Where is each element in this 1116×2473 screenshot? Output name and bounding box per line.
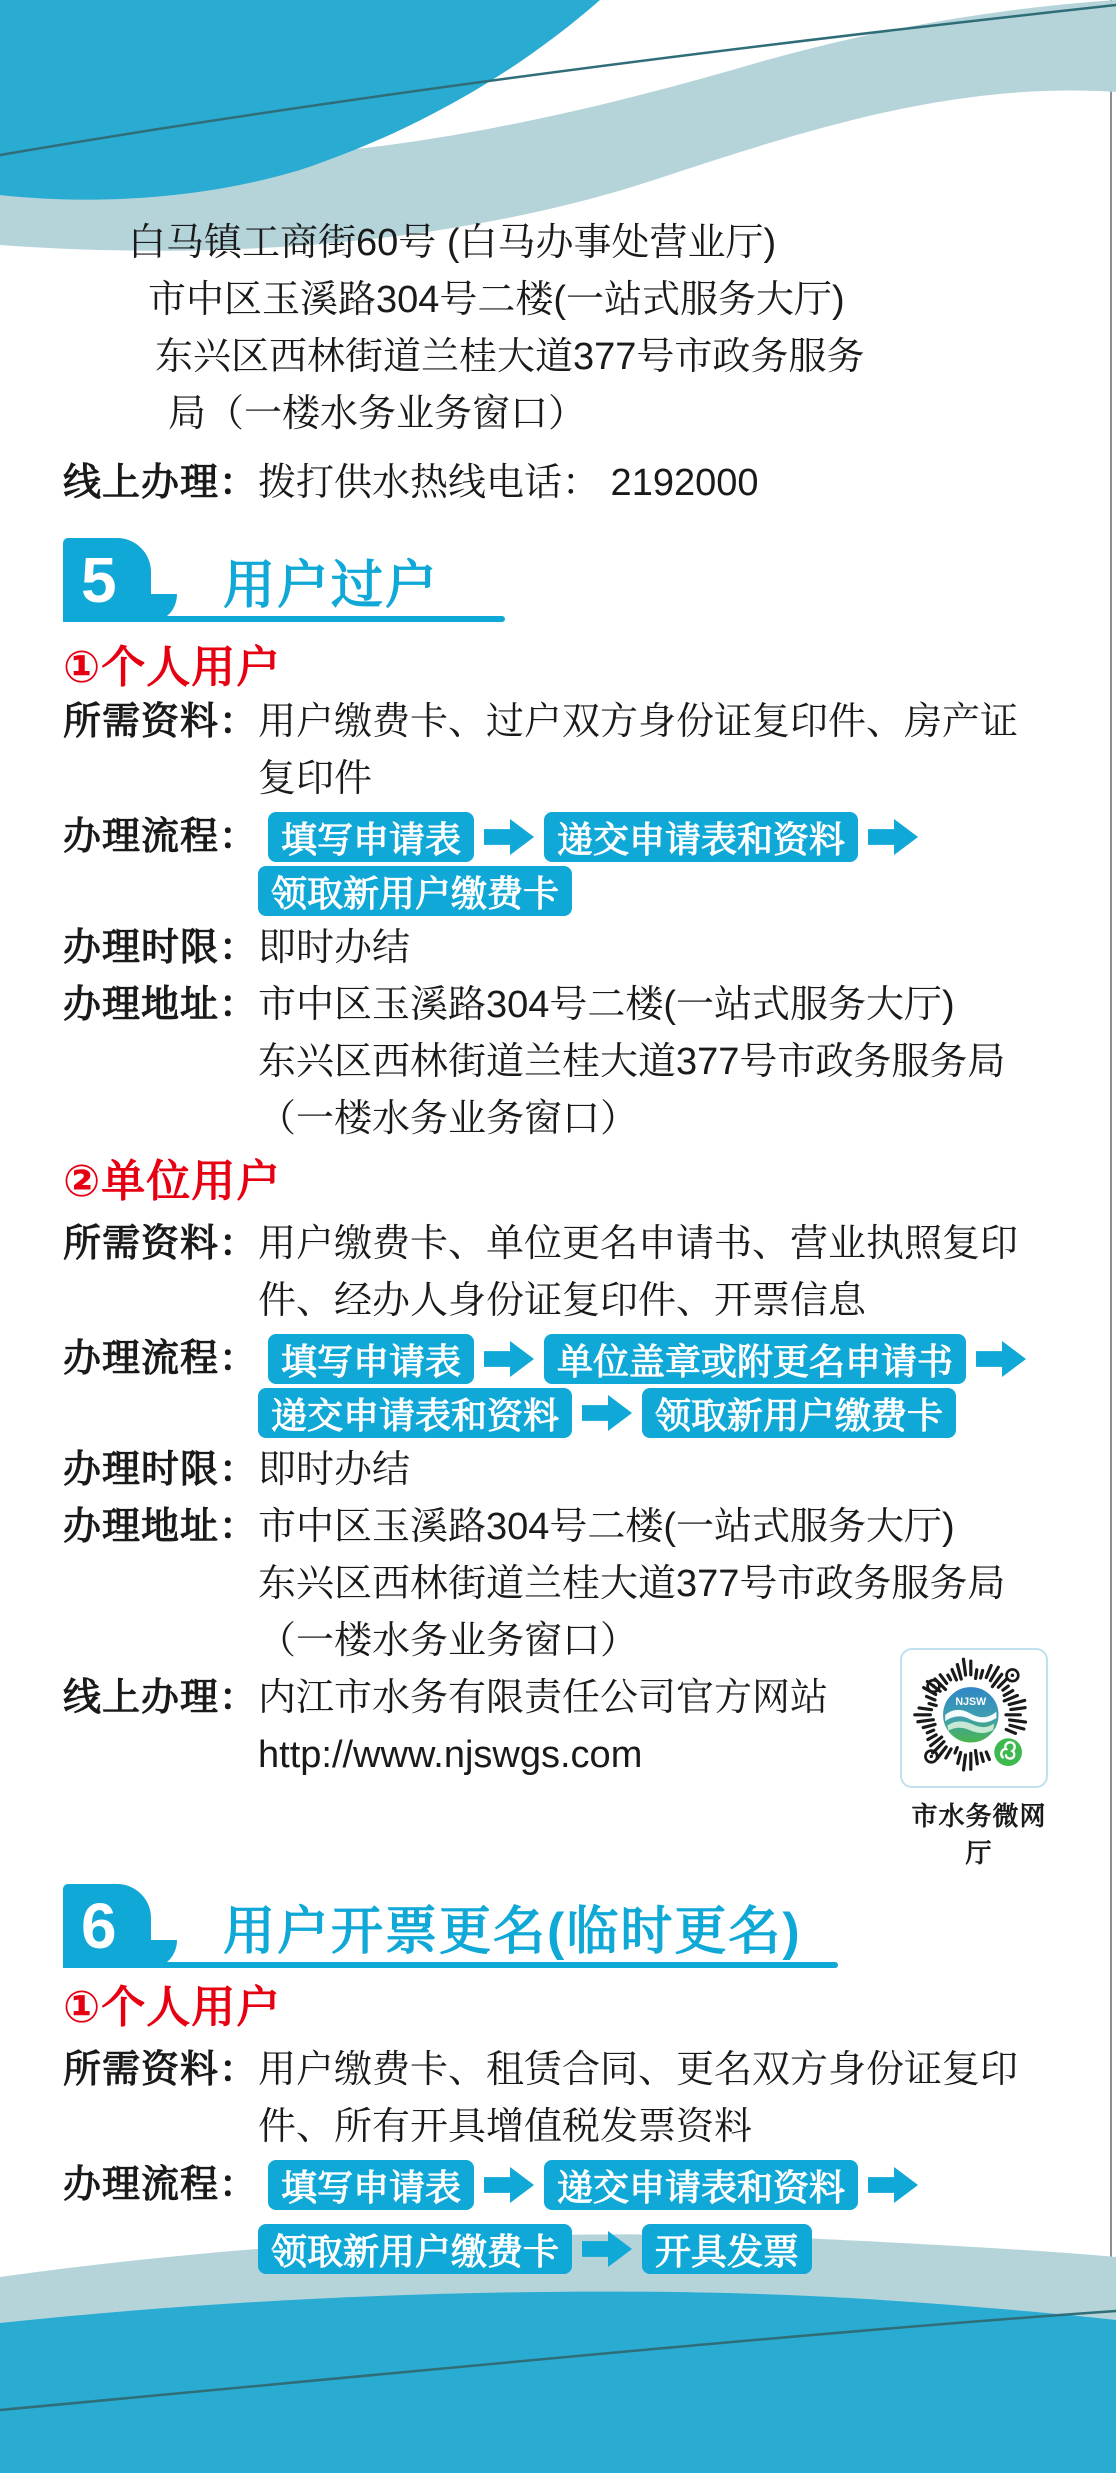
s5-personal-materials-row — [63, 694, 1076, 808]
miniprogram-qr-card — [900, 1648, 1048, 1788]
flow-arrow-icon — [868, 2167, 918, 2203]
s5-company-materials-row — [63, 1216, 1076, 1330]
address-line: 白马镇工商街60号 (白马办事处营业厅) — [128, 222, 777, 264]
materials-line: 用户缴费卡、单位更名申请书、营业执照复印 — [258, 1223, 1019, 1265]
materials-label: 所需资料： — [63, 1223, 259, 1265]
section6-underline — [63, 1962, 838, 1968]
s5-company-flow-row1 — [63, 1334, 1076, 1384]
hotline-value: 拨打供水热线电话： 2192000 — [258, 462, 759, 504]
miniprogram-qr-code — [908, 1654, 1040, 1782]
process-label: 办理流程： — [63, 816, 259, 858]
s5-company-deadline-row — [63, 1442, 1076, 1499]
address-line: 东兴区西林街道兰桂大道377号市政务服务 — [155, 336, 865, 378]
s5-company-online-block — [63, 1670, 1076, 1870]
flow-step-chip: 递交申请表和资料 — [544, 2160, 858, 2210]
materials-line: 用户缴费卡、过户双方身份证复印件、房产证 — [258, 701, 1019, 743]
flow-arrow-icon — [484, 2167, 534, 2203]
miniprogram-qr-block — [900, 1648, 1058, 1870]
section6-title: 用户开票更名(临时更名) — [223, 1902, 802, 1961]
address-line: 市中区玉溪路304号二楼(一站式服务大厅) — [148, 279, 845, 321]
s5-company-flow-row2 — [258, 1388, 1076, 1438]
online-line: 内江市水务有限责任公司官方网站 — [258, 1677, 829, 1719]
online-label: 线上办理： — [63, 462, 259, 504]
flow-step-chip: 领取新用户缴费卡 — [258, 2224, 572, 2274]
s5-company-heading: ②单位用户 — [63, 1157, 282, 1206]
qr-caption: 市水务微网厅 — [911, 1801, 1047, 1868]
process-label: 办理流程： — [63, 1338, 259, 1380]
online-label: 线上办理： — [63, 1677, 259, 1719]
section5-header — [63, 538, 1076, 622]
s5-company-address-row — [63, 1499, 1076, 1670]
address-line: （一楼水务业务窗口） — [258, 1098, 639, 1140]
section6-header — [63, 1884, 1076, 1968]
intro-online-row — [63, 455, 1076, 512]
materials-line: 复印件 — [258, 758, 373, 800]
section5-title: 用户过户 — [223, 556, 440, 615]
address-label: 办理地址： — [63, 984, 259, 1026]
flow-arrow-icon — [582, 2231, 632, 2267]
flow-step-chip: 递交申请表和资料 — [544, 812, 858, 862]
s5-personal-address-row — [63, 977, 1076, 1148]
intro-address-block — [63, 215, 1076, 443]
deadline-label: 办理时限： — [63, 927, 259, 969]
section5-number-badge: 5 — [63, 538, 151, 622]
address-line: 市中区玉溪路304号二楼(一站式服务大厅) — [258, 984, 955, 1026]
website-url-link[interactable]: http://www.njswgs.com — [258, 1734, 643, 1776]
materials-label: 所需资料： — [63, 701, 259, 743]
s6-personal-flow-row2 — [258, 2224, 1076, 2274]
qr-center-text: NJSW — [955, 1696, 987, 1709]
deadline-label: 办理时限： — [63, 1449, 259, 1491]
flow-step-chip: 填写申请表 — [268, 812, 474, 862]
materials-line: 件、经办人身份证复印件、开票信息 — [258, 1280, 867, 1322]
flow-step-chip: 领取新用户缴费卡 — [258, 866, 572, 916]
flow-step-chip: 递交申请表和资料 — [258, 1388, 572, 1438]
section5-underline — [63, 616, 505, 622]
materials-line: 件、所有开具增值税发票资料 — [258, 2106, 753, 2148]
s5-personal-deadline-row — [63, 920, 1076, 977]
s5-company-online-row — [63, 1670, 900, 1784]
address-label: 办理地址： — [63, 1506, 259, 1548]
flow-step-chip: 领取新用户缴费卡 — [642, 1388, 956, 1438]
address-line: （一楼水务业务窗口） — [258, 1620, 639, 1662]
flow-arrow-icon — [484, 819, 534, 855]
flow-arrow-icon — [976, 1341, 1026, 1377]
s5-personal-flow-row1 — [63, 812, 1076, 862]
address-line: 局（一楼水务业务窗口） — [168, 393, 587, 435]
flow-arrow-icon — [868, 819, 918, 855]
flow-step-chip: 填写申请表 — [268, 2160, 474, 2210]
flow-step-chip: 单位盖章或附更名申请书 — [544, 1334, 966, 1384]
s5-personal-heading: ①个人用户 — [63, 643, 282, 692]
materials-label: 所需资料： — [63, 2049, 259, 2091]
s5-personal-flow-row2 — [258, 866, 1076, 916]
address-line: 东兴区西林街道兰桂大道377号市政务服务局 — [258, 1563, 1006, 1605]
flow-arrow-icon — [582, 1395, 632, 1431]
materials-line: 用户缴费卡、租赁合同、更名双方身份证复印 — [258, 2049, 1019, 2091]
process-label: 办理流程： — [63, 2164, 259, 2206]
flow-arrow-icon — [484, 1341, 534, 1377]
flow-step-chip: 开具发票 — [642, 2224, 812, 2274]
deadline-value: 即时办结 — [258, 1449, 411, 1491]
address-line: 市中区玉溪路304号二楼(一站式服务大厅) — [258, 1506, 955, 1548]
section6-number-badge: 6 — [63, 1884, 151, 1968]
s6-personal-flow-row1 — [63, 2160, 1076, 2210]
address-line: 东兴区西林街道兰桂大道377号市政务服务局 — [258, 1041, 1006, 1083]
s6-personal-heading: ①个人用户 — [63, 1983, 282, 2032]
s6-personal-materials-row — [63, 2042, 1076, 2156]
flow-step-chip: 填写申请表 — [268, 1334, 474, 1384]
deadline-value: 即时办结 — [258, 927, 411, 969]
